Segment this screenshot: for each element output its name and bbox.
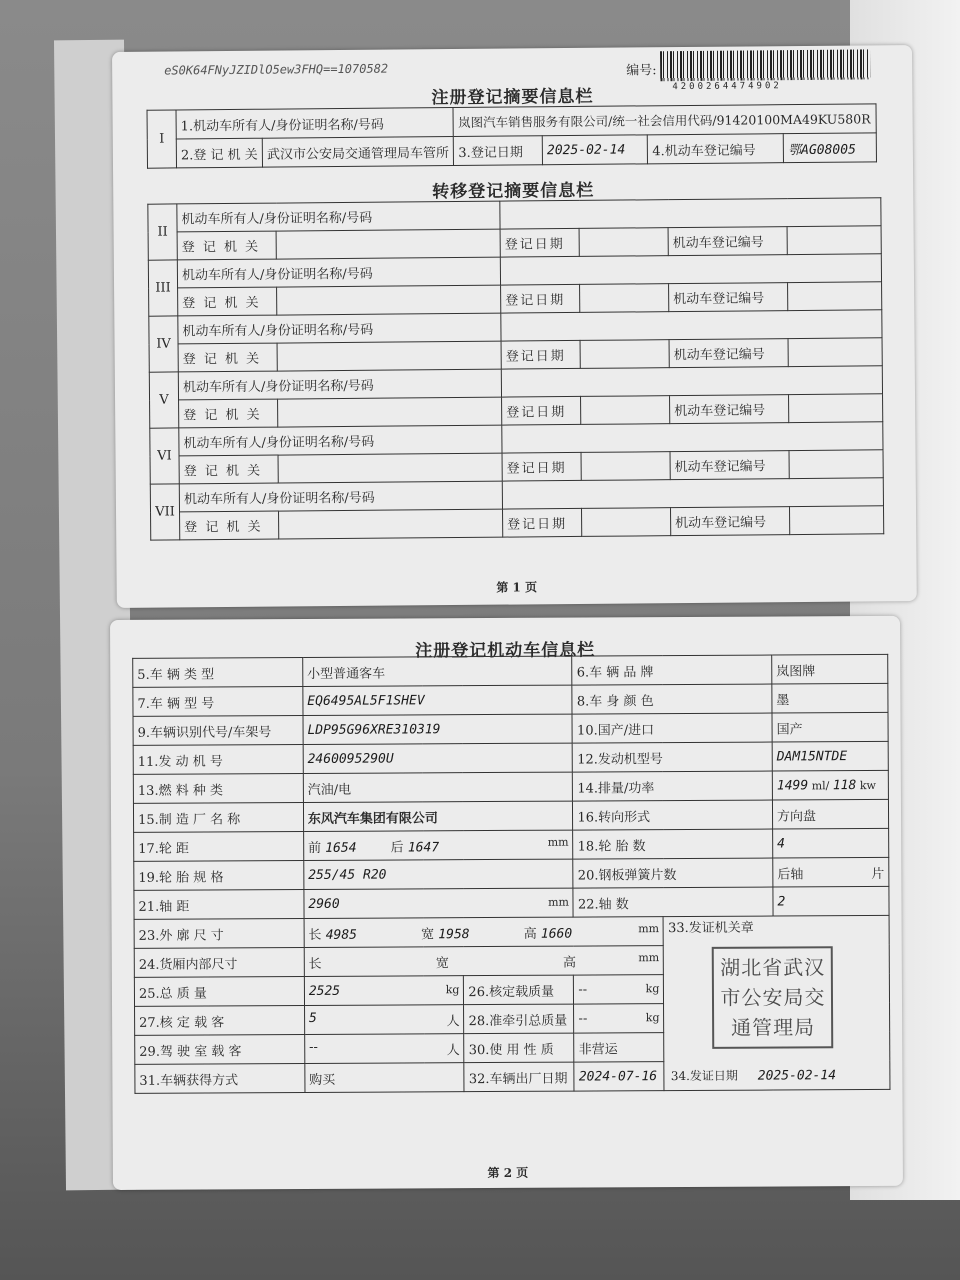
- official-seal: [712, 946, 834, 1049]
- transfer-regno-label: 机动车登记编号: [670, 451, 789, 480]
- manufacture-date-value: 2024-07-16: [574, 1062, 664, 1091]
- cargo-size-label: 24.货厢内部尺寸: [134, 947, 304, 977]
- manufacturer-value: 东风汽车集团有限公司: [303, 801, 573, 831]
- cab-passenger-value: --: [309, 1039, 318, 1055]
- total-mass-label: 25.总 质 量: [134, 976, 304, 1006]
- power-value: 118: [832, 777, 857, 793]
- wheelbase-cell: [304, 888, 574, 918]
- transfer-owner-label: 机动车所有人/身份证明名称/号码: [177, 201, 500, 232]
- wheelbase-unit: mm: [548, 895, 569, 909]
- track-front-value: 1654: [325, 840, 357, 856]
- overall-width-label: 宽: [421, 926, 435, 942]
- tire-count-label: 18.轮 胎 数: [573, 829, 773, 859]
- certificate-page-2: [110, 616, 903, 1190]
- overall-length-value: 4985: [325, 927, 358, 943]
- towing-mass-unit: kg: [645, 1010, 660, 1024]
- manufacturer-label: 15.制 造 厂 名 称: [133, 802, 303, 832]
- model-value: EQ6495AL5F1SHEV: [303, 685, 573, 715]
- transfer-date-label: 登记日期: [503, 508, 582, 537]
- cargo-size-unit: mm: [638, 950, 660, 964]
- cargo-size-cell: [304, 946, 664, 977]
- track-cell: [303, 830, 573, 860]
- transfer-date-value: [581, 396, 670, 425]
- vehicle-info-table: [132, 654, 890, 1094]
- transfer-authority-label: 登 记 机 关: [178, 287, 277, 316]
- transfer-owner-label: 机动车所有人/身份证明名称/号码: [178, 313, 501, 344]
- total-mass-unit: kg: [445, 982, 460, 996]
- register-summary-table: [147, 103, 877, 168]
- towing-mass-value: --: [578, 1011, 588, 1027]
- transfer-owner-value: [500, 254, 881, 285]
- transfer-date-value: [579, 228, 668, 257]
- passenger-label: 27.核 定 载 客: [135, 1005, 305, 1035]
- seal-line-2: 市公安局交: [720, 985, 826, 1010]
- displacement-unit: ml/: [811, 778, 830, 792]
- vehicle-type-label: 5.车 辆 类 型: [133, 657, 303, 687]
- cab-passenger-cell: [305, 1034, 465, 1064]
- issue-date-value: 2025-02-14: [757, 1068, 837, 1084]
- vin-value: LDP95G96XRE310319: [303, 714, 573, 744]
- date-label: 3.登记日期: [454, 136, 543, 166]
- transfer-authority-label: 登 记 机 关: [177, 231, 276, 260]
- transfer-row-sub: [151, 506, 884, 540]
- tire-count-value: 4: [773, 828, 889, 858]
- passenger-cell: [304, 1005, 464, 1035]
- usage-value: 非营运: [574, 1033, 664, 1062]
- seal-cell: [663, 915, 889, 1090]
- power-unit: kw: [859, 778, 876, 792]
- transfer-date-label: 登记日期: [500, 228, 579, 257]
- register-summary-title: 注册登记摘要信息栏: [431, 86, 594, 109]
- issue-date-label: 34.发证日期: [670, 1068, 738, 1084]
- transfer-authority-value: [277, 285, 501, 315]
- barcode-number: 4200264474902: [672, 81, 782, 93]
- axle-count-label: 22.轴 数: [573, 887, 773, 917]
- serial-label: 编号:: [626, 63, 657, 79]
- total-mass-value: 2525: [308, 983, 341, 999]
- transfer-row-number: VI: [150, 428, 179, 484]
- overall-width-value: 1958: [438, 926, 470, 942]
- transfer-owner-label: 机动车所有人/身份证明名称/号码: [179, 481, 502, 512]
- wheelbase-value: 2960: [308, 896, 340, 912]
- overall-height-value: 1660: [540, 926, 573, 942]
- brand-value: 岚图牌: [772, 654, 888, 684]
- cab-passenger-label: 29.驾 驶 室 载 客: [135, 1034, 305, 1064]
- displacement-label: 14.排量/功率: [573, 771, 773, 801]
- total-mass-cell: [304, 976, 464, 1006]
- transfer-authority-value: [277, 341, 501, 371]
- displacement-value: 1499: [776, 777, 809, 794]
- transfer-regno-value: [787, 226, 881, 255]
- transfer-regno-value: [789, 394, 883, 423]
- transfer-regno-label: 机动车登记编号: [669, 283, 788, 312]
- origin-value: 国产: [772, 712, 888, 742]
- transfer-summary-title: 转移登记摘要信息栏: [432, 180, 595, 203]
- overall-height-label: 高: [523, 926, 537, 942]
- transfer-authority-value: [278, 397, 502, 427]
- passenger-value: 5: [308, 1010, 317, 1026]
- authority-label: 2.登 记 机 关: [176, 138, 262, 168]
- leaf-spring-cell: [773, 857, 889, 887]
- overall-size-unit: mm: [638, 921, 660, 935]
- transfer-date-label: 登记日期: [501, 284, 580, 313]
- tire-spec-value: 255/45 R20: [304, 859, 574, 889]
- owner-value: 岚图汽车销售服务有限公司/统一社会信用代码/91420100MA49KU580R: [453, 104, 876, 137]
- manufacture-date-label: 32.车辆出厂日期: [464, 1062, 574, 1092]
- regno-label: 4.机动车登记编号: [648, 134, 784, 164]
- rated-load-label: 26.核定载质量: [464, 975, 574, 1005]
- transfer-owner-label: 机动车所有人/身份证明名称/号码: [177, 257, 500, 288]
- track-front-label: 前: [308, 840, 322, 856]
- passenger-unit: 人: [446, 1013, 460, 1029]
- brand-label: 6.车 辆 品 牌: [572, 655, 772, 685]
- transfer-row-number: III: [148, 260, 177, 316]
- model-label: 7.车 辆 型 号: [133, 686, 303, 716]
- engine-number-label: 11.发 动 机 号: [133, 744, 303, 774]
- vin-label: 9.车辆识别代号/车架号: [133, 715, 303, 745]
- steering-value: 方向盘: [772, 799, 888, 829]
- transfer-authority-label: 登 记 机 关: [178, 343, 277, 372]
- page-number-2: 第 2 页: [487, 1165, 529, 1181]
- seal-label: 33.发证机关章: [668, 920, 754, 937]
- seal-line-3: 通管理局: [731, 1015, 816, 1040]
- transfer-summary-table: [147, 197, 884, 540]
- transfer-row-number: IV: [149, 316, 178, 372]
- transfer-row-number: II: [148, 204, 177, 260]
- fuel-value: 汽油/电: [303, 772, 573, 802]
- usage-label: 30.使 用 性 质: [464, 1033, 574, 1063]
- page-number-1: 第 1 页: [496, 580, 538, 595]
- row-number: I: [147, 110, 177, 168]
- wheelbase-label: 21.轴 距: [134, 889, 304, 919]
- rated-load-value: --: [578, 982, 588, 998]
- towing-mass-cell: [574, 1004, 664, 1033]
- tire-spec-label: 19.轮 胎 规 格: [134, 860, 304, 890]
- transfer-owner-value: [502, 422, 883, 453]
- towing-mass-label: 28.准牵引总质量: [464, 1004, 574, 1034]
- cab-passenger-unit: 人: [446, 1042, 460, 1058]
- transfer-regno-label: 机动车登记编号: [670, 395, 789, 424]
- seal-line-1: 湖北省武汉: [720, 955, 826, 980]
- transfer-regno-value: [788, 338, 882, 367]
- track-label: 17.轮 距: [134, 831, 304, 861]
- transfer-date-label: 登记日期: [502, 452, 581, 481]
- authority-value: 武汉市公安局交通管理局车管所: [262, 137, 454, 168]
- overall-size-label: 23.外 廓 尺 寸: [134, 918, 304, 948]
- engine-number-value: 2460095290U: [303, 743, 573, 773]
- transfer-regno-value: [789, 450, 883, 479]
- transfer-authority-label: 登 记 机 关: [180, 511, 279, 540]
- transfer-owner-value: [501, 366, 882, 397]
- cargo-width-label: 宽: [435, 955, 449, 971]
- transfer-date-value: [581, 452, 670, 481]
- vehicle-info-title: 注册登记机动车信息栏: [415, 640, 596, 662]
- barcode: [660, 49, 870, 81]
- owner-label: 1.机动车所有人/身份证明名称/号码: [176, 108, 454, 139]
- track-unit: mm: [547, 835, 569, 849]
- certificate-page-1: [112, 45, 917, 608]
- transfer-owner-label: 机动车所有人/身份证明名称/号码: [179, 425, 502, 456]
- transfer-regno-label: 机动车登记编号: [668, 227, 787, 256]
- date-value: 2025-02-14: [542, 135, 648, 165]
- steering-label: 16.转向形式: [573, 800, 773, 830]
- transfer-date-label: 登记日期: [501, 340, 580, 369]
- overall-length-label: 长: [308, 927, 322, 943]
- color-value: 墨: [772, 683, 888, 713]
- transfer-owner-value: [502, 478, 883, 509]
- transfer-authority-label: 登 记 机 关: [179, 399, 278, 428]
- transfer-owner-value: [500, 198, 881, 229]
- rated-load-unit: kg: [645, 981, 660, 995]
- transfer-authority-value: [279, 509, 503, 539]
- security-code: eS0K64FNyJZIDlO5ew3FHQ==1070582: [164, 61, 389, 78]
- axle-count-value: 2: [773, 886, 889, 916]
- transfer-date-value: [580, 284, 669, 313]
- transfer-authority-value: [278, 453, 502, 483]
- acquisition-label: 31.车辆获得方式: [135, 1063, 305, 1093]
- fuel-label: 13.燃 料 种 类: [133, 773, 303, 803]
- regno-value: 鄂AG08005: [783, 133, 876, 163]
- vehicle-type-value: 小型普通客车: [303, 656, 573, 686]
- origin-label: 10.国产/进口: [572, 713, 772, 743]
- cargo-height-label: 高: [562, 955, 577, 971]
- rated-load-cell: [574, 975, 664, 1004]
- transfer-row-number: VII: [150, 484, 179, 540]
- track-rear-value: 1647: [407, 839, 440, 855]
- transfer-row-number: V: [149, 372, 178, 428]
- transfer-regno-label: 机动车登记编号: [669, 339, 788, 368]
- transfer-date-value: [582, 508, 671, 537]
- engine-model-label: 12.发动机型号: [573, 742, 773, 772]
- leaf-spring-rear-label: 后轴: [777, 866, 804, 883]
- transfer-owner-value: [501, 310, 882, 341]
- overall-size-cell: [304, 917, 664, 948]
- leaf-spring-label: 20.钢板弹簧片数: [573, 858, 773, 888]
- transfer-authority-value: [276, 229, 500, 259]
- track-rear-label: 后: [390, 839, 404, 856]
- transfer-authority-label: 登 记 机 关: [179, 455, 278, 484]
- transfer-owner-label: 机动车所有人/身份证明名称/号码: [178, 369, 501, 400]
- leaf-spring-unit: 片: [871, 866, 885, 882]
- transfer-regno-value: [789, 506, 883, 535]
- acquisition-value: 购买: [305, 1063, 465, 1093]
- transfer-date-label: 登记日期: [502, 396, 581, 425]
- displacement-power-cell: [772, 770, 888, 800]
- color-label: 8.车 身 颜 色: [572, 684, 772, 714]
- transfer-regno-value: [788, 282, 882, 311]
- transfer-date-value: [580, 340, 669, 369]
- issue-date-row: [671, 1066, 836, 1084]
- engine-model-value: DAM15NTDE: [772, 741, 888, 771]
- transfer-regno-label: 机动车登记编号: [670, 507, 789, 536]
- cargo-length-label: 长: [308, 956, 322, 972]
